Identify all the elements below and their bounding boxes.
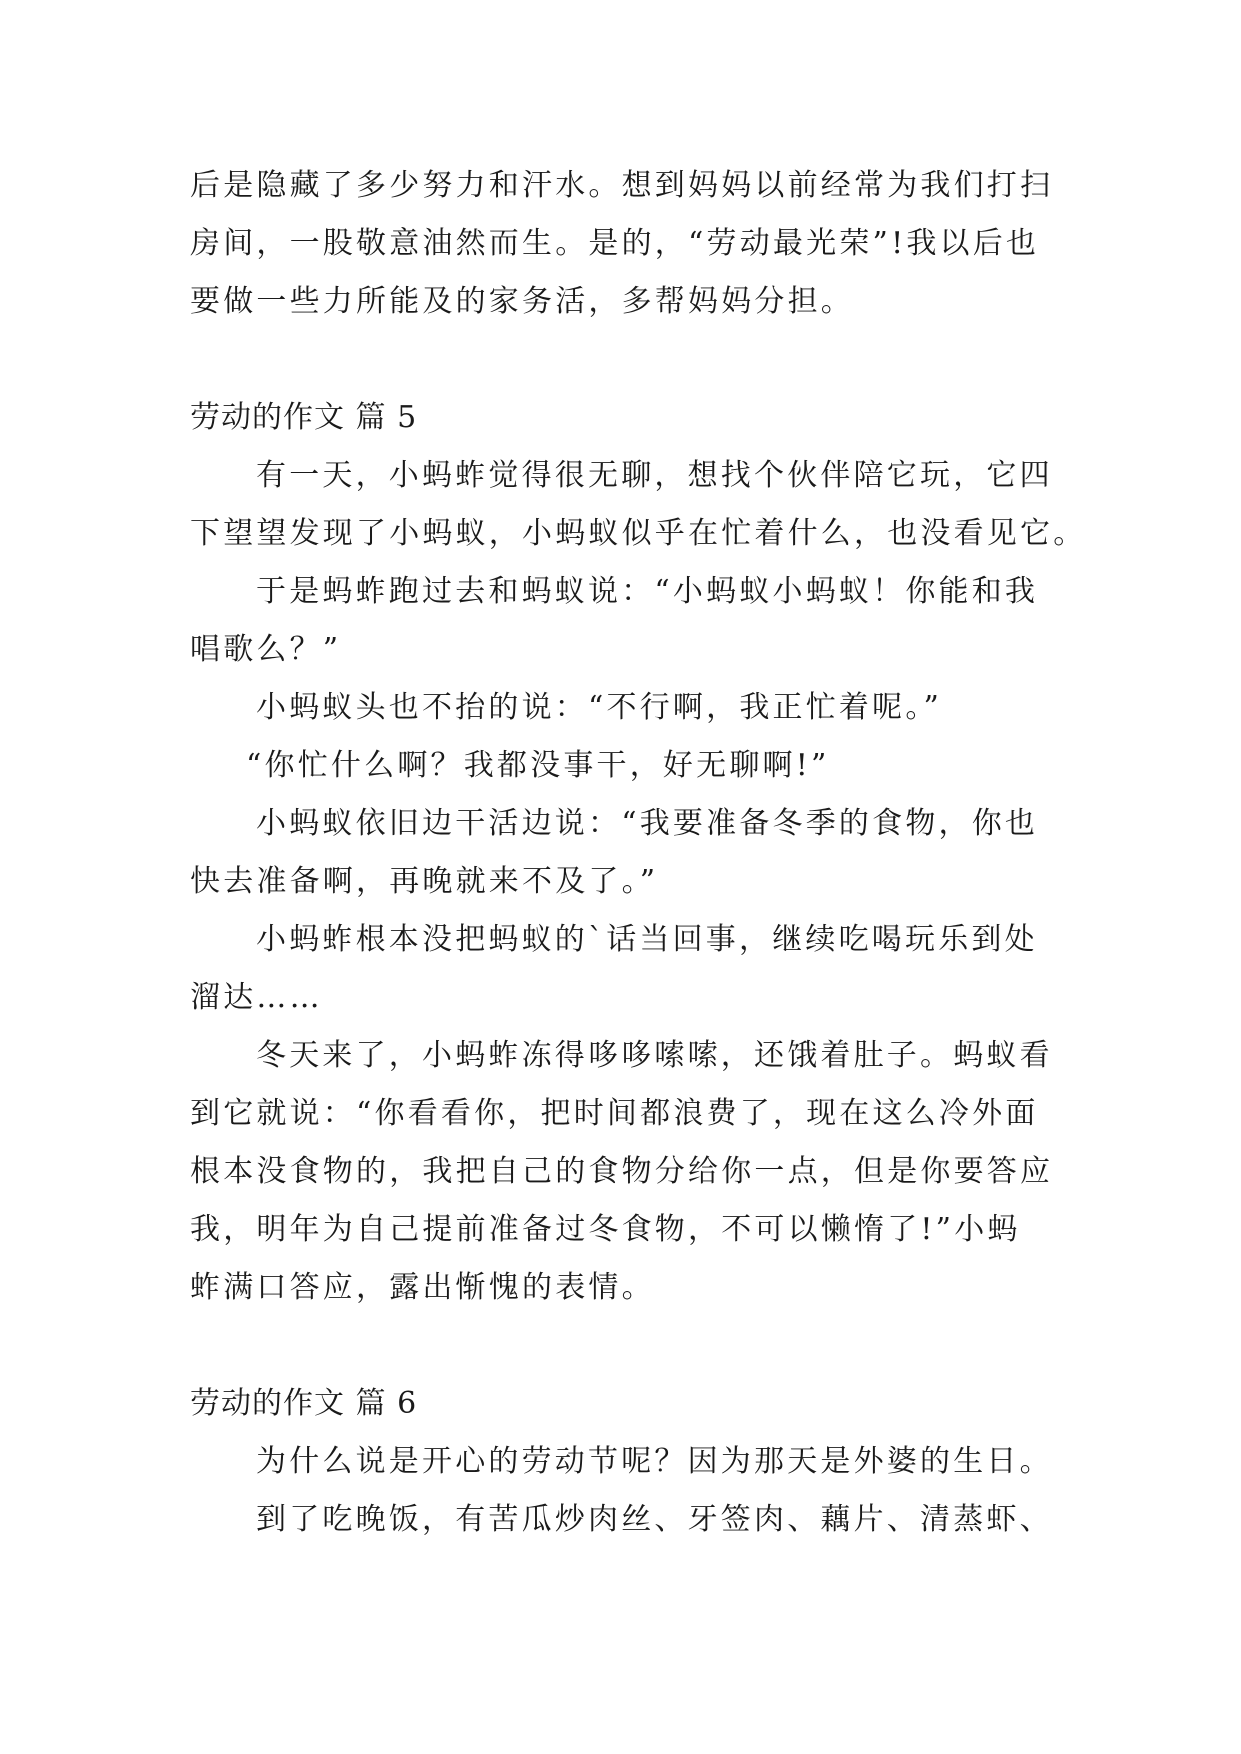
paragraph-line: “你忙什么啊？我都没事干，好无聊啊!” [246,748,830,783]
paragraph-line: 冬天来了，小蚂蚱冻得哆哆嗦嗦，还饿着肚子。蚂蚁看 [256,1038,1053,1073]
paragraph-line: 小蚂蚱根本没把蚂蚁的`话当回事，继续吃喝玩乐到处 [256,922,1038,957]
paragraph-line: 溜达…… [190,980,323,1015]
paragraph-line: 下望望发现了小蚂蚁，小蚂蚁似乎在忙着什么，也没看见它。 [190,516,1087,551]
paragraph-line: 蚱满口答应，露出惭愧的表情。 [190,1270,655,1305]
paragraph-line: 后是隐藏了多少努力和汗水。想到妈妈以前经常为我们打扫 [190,168,1054,203]
paragraph-line: 房间，一股敬意油然而生。是的，“劳动最光荣”!我以后也 [190,226,1040,261]
paragraph-line: 于是蚂蚱跑过去和蚂蚁说：“小蚂蚁小蚂蚁！你能和我 [256,574,1039,609]
paragraph-line: 到它就说：“你看看你，把时间都浪费了，现在这么冷外面 [190,1096,1039,1131]
paragraph-line: 我，明年为自己提前准备过冬食物，不可以懒惰了!”小蚂 [190,1212,1021,1247]
paragraph-line: 到了吃晚饭，有苦瓜炒肉丝、牙签肉、藕片、清蒸虾、 [256,1502,1053,1537]
paragraph-line: 快去准备啊，再晚就来不及了。” [190,864,659,899]
section-heading: 劳动的作文 篇 5 [190,400,418,435]
paragraph-line: 要做一些力所能及的家务活，多帮妈妈分担。 [190,284,854,319]
paragraph-line: 根本没食物的，我把自己的食物分给你一点，但是你要答应 [190,1154,1054,1189]
paragraph-line: 小蚂蚁头也不抬的说：“不行啊，我正忙着呢。” [256,690,943,725]
paragraph-line: 小蚂蚁依旧边干活边说：“我要准备冬季的食物，你也 [256,806,1039,841]
paragraph-line: 为什么说是开心的劳动节呢？因为那天是外婆的生日。 [256,1444,1053,1479]
paragraph-line: 有一天，小蚂蚱觉得很无聊，想找个伙伴陪它玩，它四 [256,458,1053,493]
paragraph-line: 唱歌么？” [190,632,342,667]
section-heading: 劳动的作文 篇 6 [190,1386,418,1421]
